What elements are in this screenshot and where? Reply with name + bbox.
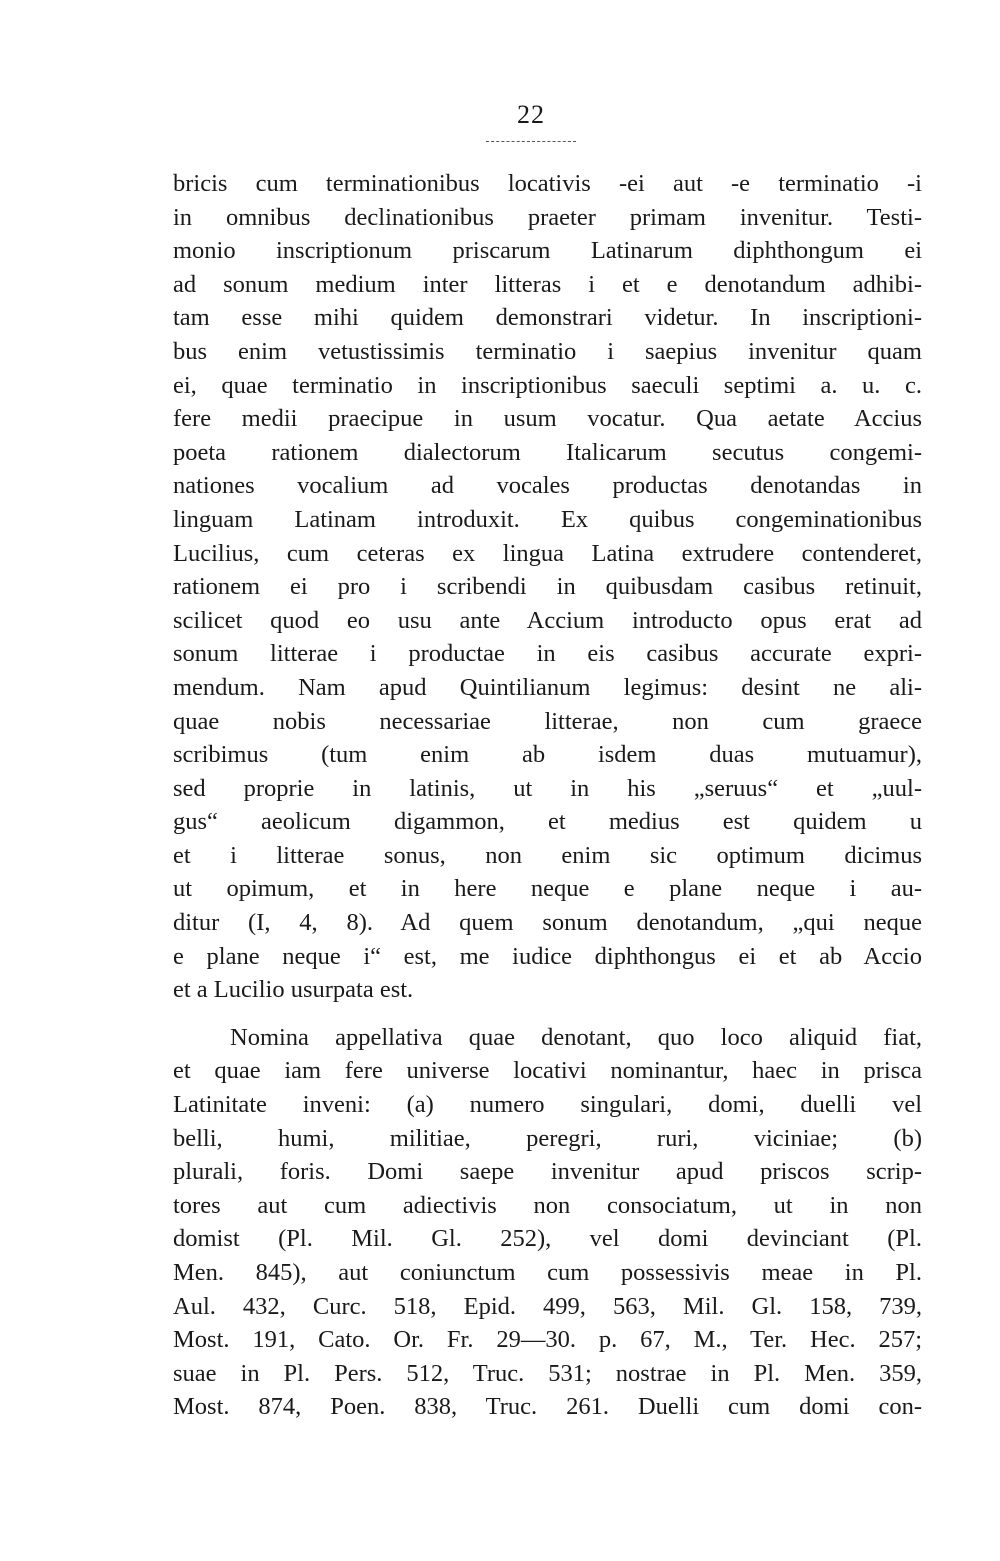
paragraph-spacer: [173, 1007, 922, 1021]
text-line: linguam Latinam introduxit. Ex quibus congeminationibus: [173, 505, 922, 533]
paragraph-2: [173, 1021, 922, 1424]
text-line: ad sonum medium inter litteras i et e denotandum adhibi-: [173, 270, 922, 298]
text-line: Most. 874, Poen. 838, Truc. 261. Duelli cum domi con-: [173, 1393, 922, 1421]
text-line: gus“ aeolicum digammon, et medius est quidem u: [173, 808, 922, 836]
text-line: rationem ei pro i scribendi in quibusdam casibus retinuit,: [173, 573, 922, 601]
text-line: ut opimum, et in here neque e plane neque i au-: [173, 875, 922, 903]
text-line: in omnibus declinationibus praeter primam invenitur. Testi-: [173, 203, 922, 231]
text-line: et a Lucilio usurpata est.: [173, 976, 414, 1004]
text-line: quae nobis necessariae litterae, non cum graece: [173, 707, 922, 735]
text-line: belli, humi, militiae, peregri, ruri, viciniae; (b): [173, 1124, 922, 1152]
text-line: scilicet quod eo usu ante Accium introducto opus erat ad: [173, 606, 922, 634]
text-line: plurali, foris. Domi saepe invenitur apud priscos scrip-: [173, 1158, 922, 1186]
text-line: poeta rationem dialectorum Italicarum secutus congemi-: [173, 438, 922, 466]
text-line: bus enim vetustissimis terminatio i saepius invenitur quam: [173, 337, 922, 365]
text-line: Most. 191, Cato. Or. Fr. 29—30. p. 67, M., Ter. Hec. 257;: [173, 1326, 922, 1354]
text-line: tores aut cum adiectivis non consociatum, ut in non: [173, 1191, 922, 1219]
text-line: mendum. Nam apud Quintilianum legimus: desint ne ali-: [173, 673, 922, 701]
text-line: et quae iam fere universe locativi nominantur, haec in prisca: [173, 1057, 922, 1085]
text-line: Nomina appellativa quae denotant, quo loco aliquid fiat,: [230, 1023, 922, 1051]
body-text: [173, 167, 922, 1424]
text-line: domist (Pl. Mil. Gl. 252), vel domi devinciant (Pl.: [173, 1225, 922, 1253]
text-line: fere medii praecipue in usum vocatur. Qua aetate Accius: [173, 405, 922, 433]
text-line: bricis cum terminationibus locativis -ei aut -e terminatio -i: [173, 170, 922, 197]
text-line: ditur (I, 4, 8). Ad quem sonum denotandum, „qui neque: [173, 909, 922, 937]
text-line: ei, quae terminatio in inscriptionibus saeculi septimi a. u. c.: [173, 371, 922, 399]
text-line: Latinitate inveni: (a) numero singulari, domi, duelli vel: [173, 1091, 922, 1119]
text-line: Aul. 432, Curc. 518, Epid. 499, 563, Mil. Gl. 158, 739,: [173, 1292, 922, 1320]
text-line: Men. 845), aut coniunctum cum possessivis meae in Pl.: [173, 1259, 922, 1286]
text-line: nationes vocalium ad vocales productas denotandas in: [173, 472, 922, 500]
text-line: monio inscriptionum priscarum Latinarum diphthongum ei: [173, 237, 922, 265]
text-line: scribimus (tum enim ab isdem duas mutuamur),: [173, 741, 922, 769]
text-line: et i litterae sonus, non enim sic optimum dicimus: [173, 841, 922, 869]
text-line: sonum litterae i productae in eis casibus accurate expri-: [173, 640, 922, 668]
page-number: 22: [517, 100, 545, 129]
text-line: Lucilius, cum ceteras ex lingua Latina extrudere contenderet,: [173, 539, 922, 567]
text-line: suae in Pl. Pers. 512, Truc. 531; nostrae in Pl. Men. 359,: [173, 1359, 922, 1387]
header-rule: [486, 141, 576, 142]
text-line: e plane neque i“ est, me iudice diphthongus ei et ab Accio: [173, 942, 922, 970]
paragraph-1: [173, 167, 922, 1007]
text-line: tam esse mihi quidem demonstrari videtur. In inscriptioni-: [173, 304, 922, 332]
text-line: sed proprie in latinis, ut in his „seruus“ et „uul-: [173, 774, 922, 802]
